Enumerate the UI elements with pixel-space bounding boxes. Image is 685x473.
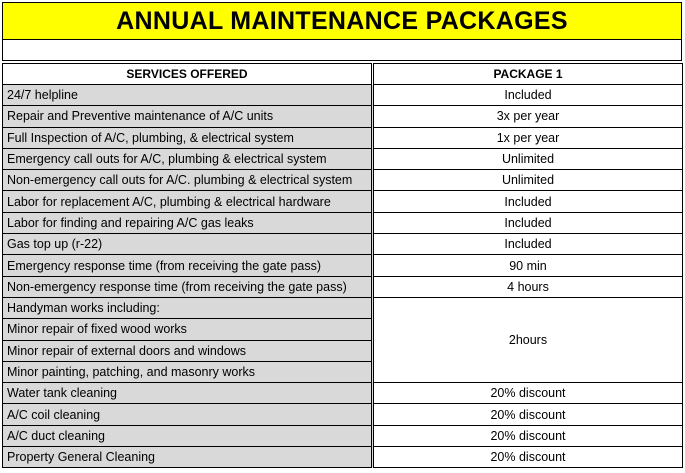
value-cell: 20% discount (373, 404, 683, 425)
service-cell: Repair and Preventive maintenance of A/C units (3, 106, 373, 127)
service-cell: A/C coil cleaning (3, 404, 373, 425)
table-row (3, 106, 683, 127)
service-cell: Non-emergency response time (from receiving the gate pass) (3, 276, 373, 297)
table-row (3, 404, 683, 425)
service-cell: Property General Cleaning (3, 447, 373, 468)
service-cell: 24/7 helpline (3, 85, 373, 106)
service-cell: Non-emergency call outs for A/C. plumbing & electrical system (3, 170, 373, 191)
table-row (3, 148, 683, 169)
value-cell: Unlimited (373, 148, 683, 169)
table-row (3, 383, 683, 404)
handyman-item: Minor painting, patching, and masonry works (3, 361, 373, 382)
value-cell: 90 min (373, 255, 683, 276)
blank-row (2, 40, 682, 61)
table-row (3, 255, 683, 276)
service-cell: Emergency call outs for A/C, plumbing & electrical system (3, 148, 373, 169)
handyman-heading: Handyman works including: (3, 297, 373, 318)
value-cell: 4 hours (373, 276, 683, 297)
value-cell: Included (373, 212, 683, 233)
packages-table (2, 63, 683, 468)
services-header: SERVICES OFFERED (3, 64, 373, 85)
value-cell: Included (373, 85, 683, 106)
table-row (3, 425, 683, 446)
page-title: ANNUAL MAINTENANCE PACKAGES (2, 2, 682, 40)
service-cell: A/C duct cleaning (3, 425, 373, 446)
table-row (3, 234, 683, 255)
value-cell: 3x per year (373, 106, 683, 127)
table-row (3, 127, 683, 148)
table-row (3, 170, 683, 191)
service-cell: Water tank cleaning (3, 383, 373, 404)
service-cell: Labor for finding and repairing A/C gas leaks (3, 212, 373, 233)
handyman-value: 2hours (373, 297, 683, 382)
value-cell: Included (373, 191, 683, 212)
value-cell: Included (373, 234, 683, 255)
table-row (3, 447, 683, 468)
handyman-row (3, 297, 683, 318)
value-cell: 1x per year (373, 127, 683, 148)
value-cell: Unlimited (373, 170, 683, 191)
table-row (3, 276, 683, 297)
value-cell: 20% discount (373, 383, 683, 404)
service-cell: Emergency response time (from receiving the gate pass) (3, 255, 373, 276)
service-cell: Gas top up (r-22) (3, 234, 373, 255)
table-row (3, 85, 683, 106)
service-cell: Full Inspection of A/C, plumbing, & electrical system (3, 127, 373, 148)
service-cell: Labor for replacement A/C, plumbing & electrical hardware (3, 191, 373, 212)
handyman-item: Minor repair of fixed wood works (3, 319, 373, 340)
handyman-item: Minor repair of external doors and windows (3, 340, 373, 361)
value-cell: 20% discount (373, 447, 683, 468)
header-row (3, 64, 683, 85)
table-row (3, 191, 683, 212)
table-row (3, 212, 683, 233)
maintenance-sheet (2, 2, 682, 468)
value-cell: 20% discount (373, 425, 683, 446)
package-header: PACKAGE 1 (373, 64, 683, 85)
